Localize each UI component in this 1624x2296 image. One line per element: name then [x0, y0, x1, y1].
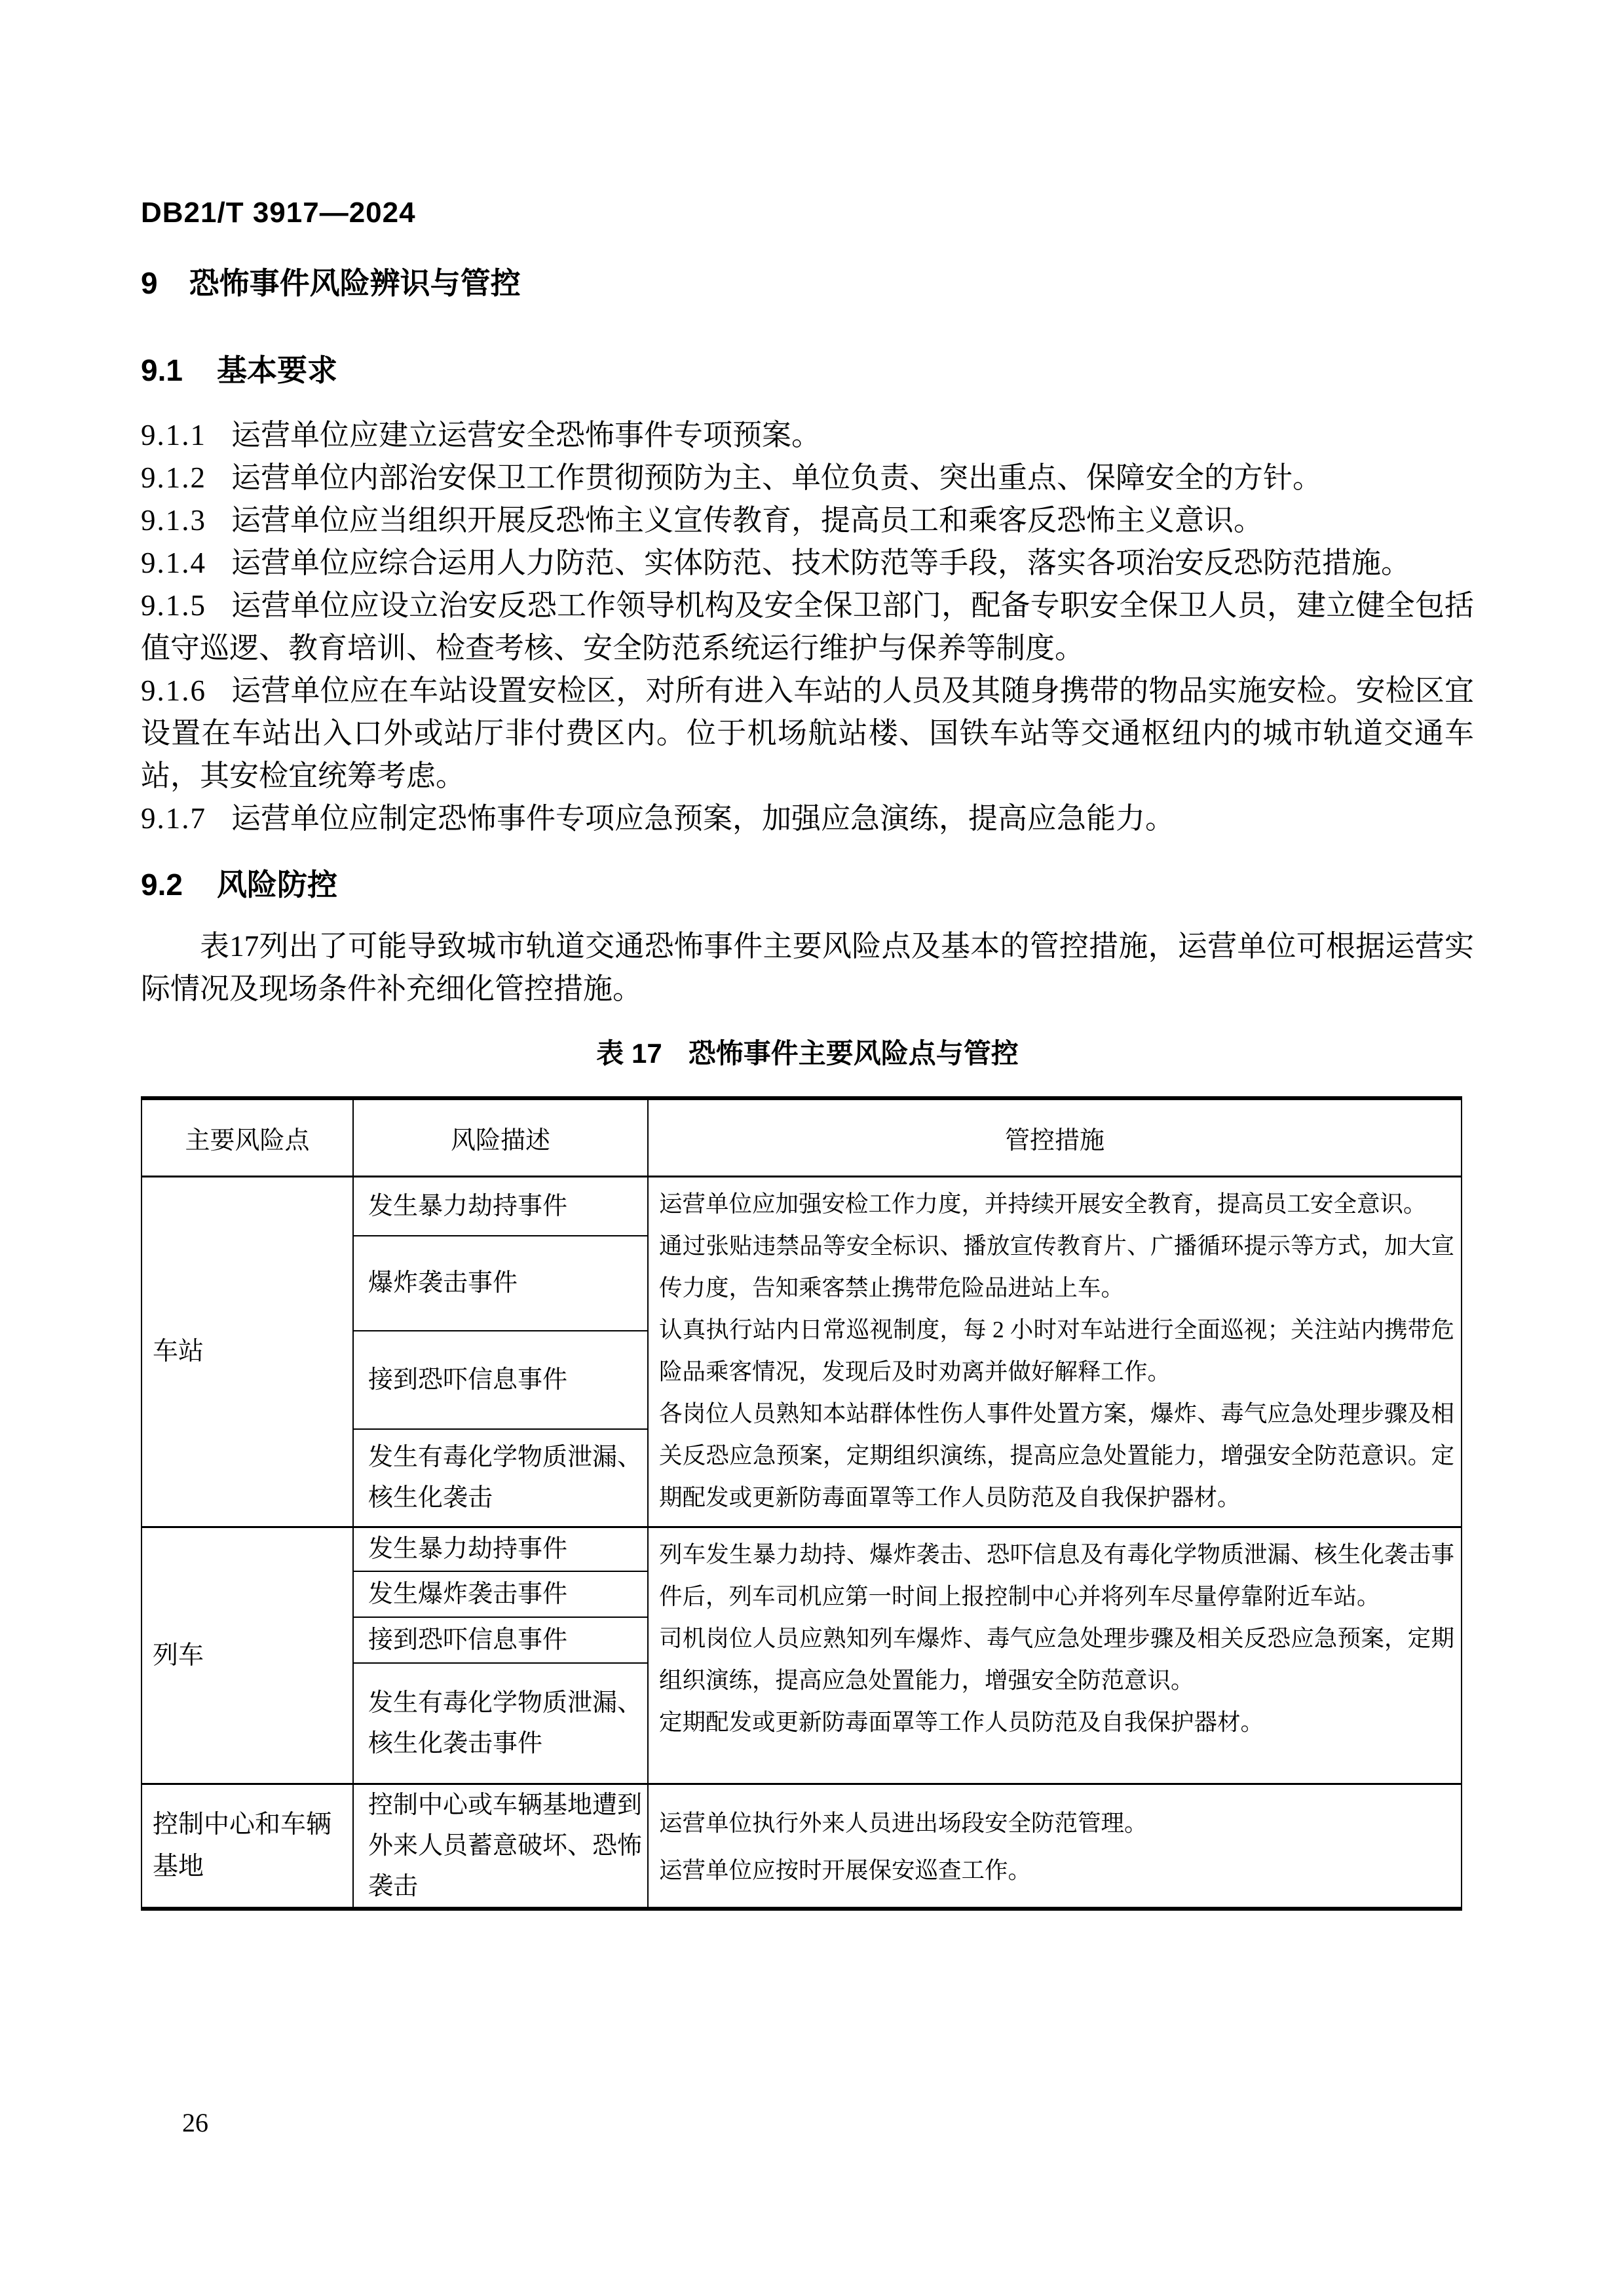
clause-text: 运营单位应设立治安反恐工作领导机构及安全保卫部门，配备专职安全保卫人员，建立健全包括值守巡逻、教育培训、检查考核、安全防范系统运行维护与保养等制度。 [141, 589, 1474, 664]
risk-desc-cell: 爆炸袭击事件 [353, 1236, 648, 1331]
clause-text: 运营单位应当组织开展反恐怖主义宣传教育，提高员工和乘客反恐怖主义意识。 [231, 504, 1264, 537]
subsection-heading-basic [141, 353, 1474, 387]
clause-9-1-2 [141, 457, 1474, 499]
risk-desc-cell: 控制中心或车辆基地遭到外来人员蓄意破坏、恐怖袭击 [353, 1784, 648, 1909]
risk-point-cell-station: 车站 [142, 1177, 353, 1527]
clause-text: 运营单位应综合运用人力防范、实体防范、技术防范等手段，落实各项治安反恐防范措施。 [231, 546, 1411, 579]
measure-paragraph: 运营单位应按时开展保安巡查工作。 [659, 1857, 1032, 1883]
risk-control-table [141, 1096, 1462, 1911]
risk-desc-cell: 接到恐吓信息事件 [353, 1617, 648, 1663]
clause-number: 9.1.7 [141, 802, 206, 835]
measure-paragraph: 司机岗位人员应熟知列车爆炸、毒气应急处理步骤及相关反恐应急预案，定期组织演练，提高应急处置能力，增强安全防范意识。 [659, 1625, 1454, 1693]
subsection-number: 9.2 [141, 868, 183, 902]
subsection-title: 基本要求 [216, 353, 337, 387]
risk-point-cell-control-center: 控制中心和车辆基地 [142, 1784, 353, 1909]
table-caption-title: 恐怖事件主要风险点与管控 [688, 1038, 1019, 1069]
clause-number: 9.1.2 [141, 461, 206, 494]
intro-paragraph: 表17列出了可能导致城市轨道交通恐怖事件主要风险点及基本的管控措施，运营单位可根据运营实际情况及现场条件补充细化管控措施。 [141, 930, 1474, 1005]
clause-number: 9.1.1 [141, 419, 206, 451]
page-number: 26 [182, 2108, 208, 2137]
clause-number: 9.1.6 [141, 674, 206, 707]
measure-paragraph: 通过张贴违禁品等安全标识、播放宣传教育片、广播循环提示等方式，加大宣传力度，告知乘客禁止携带危险品进站上车。 [659, 1233, 1454, 1301]
clause-text: 运营单位应在车站设置安检区，对所有进入车站的人员及其随身携带的物品实施安检。安检区宜设置在车站出入口外或站厅非付费区内。位于机场航站楼、国铁车站等交通枢纽内的城市轨道交通车站，其安检宜统筹考虑。 [141, 674, 1474, 792]
measures-cell-control-center [648, 1784, 1462, 1909]
measures-cell-train [648, 1527, 1462, 1784]
table-row [142, 1527, 1462, 1571]
table-caption-label: 表 17 [596, 1038, 662, 1069]
standard-code: DB21/T 3917—2024 [141, 197, 416, 229]
risk-point-cell-train: 列车 [142, 1527, 353, 1784]
clause-text: 运营单位内部治安保卫工作贯彻预防为主、单位负责、突出重点、保障安全的方针。 [231, 461, 1323, 494]
clause-9-1-4 [141, 542, 1474, 584]
risk-desc-cell: 发生暴力劫持事件 [353, 1177, 648, 1236]
subsection-number: 9.1 [141, 353, 183, 387]
table-caption [141, 1038, 1474, 1069]
table-header-row [142, 1098, 1462, 1177]
clause-text: 运营单位应建立运营安全恐怖事件专项预案。 [231, 419, 821, 451]
measures-cell-station [648, 1177, 1462, 1527]
section-number: 9 [141, 266, 158, 300]
measure-paragraph: 运营单位应加强安检工作力度，并持续开展安全教育，提高员工安全意识。 [659, 1191, 1427, 1217]
column-header-risk-description: 风险描述 [353, 1098, 648, 1177]
measure-paragraph: 各岗位人员熟知本站群体性伤人事件处置方案，爆炸、毒气应急处理步骤及相关反恐应急预案，定期组织演练，提高应急处置能力，增强安全防范意识。定期配发或更新防毒面罩等工作人员防范及自我保护器材。 [659, 1400, 1454, 1510]
measure-paragraph: 列车发生暴力劫持、爆炸袭击、恐吓信息及有毒化学物质泄漏、核生化袭击事件后，列车司机应第一时间上报控制中心并将列车尽量停靠附近车站。 [659, 1541, 1454, 1609]
clause-number: 9.1.4 [141, 546, 206, 579]
page-content [141, 199, 1474, 1911]
risk-desc-cell: 发生爆炸袭击事件 [353, 1571, 648, 1617]
subsection-heading-risk [141, 868, 1474, 902]
clause-9-1-6 [141, 670, 1474, 797]
risk-desc-cell: 发生有毒化学物质泄漏、核生化袭击 [353, 1429, 648, 1527]
subsection-title: 风险防控 [216, 868, 337, 902]
table-row [142, 1784, 1462, 1909]
section-heading [141, 267, 1474, 299]
risk-desc-cell: 接到恐吓信息事件 [353, 1331, 648, 1429]
section-title: 恐怖事件风险辨识与管控 [189, 266, 521, 300]
table-row [142, 1177, 1462, 1236]
clause-text: 运营单位应制定恐怖事件专项应急预案，加强应急演练，提高应急能力。 [231, 802, 1175, 835]
risk-desc-cell: 发生有毒化学物质泄漏、核生化袭击事件 [353, 1663, 648, 1784]
measure-paragraph: 运营单位执行外来人员进出场段安全防范管理。 [659, 1810, 1148, 1836]
clause-9-1-3 [141, 499, 1474, 542]
clause-9-1-5 [141, 584, 1474, 670]
clause-number: 9.1.5 [141, 589, 206, 622]
column-header-risk-point: 主要风险点 [142, 1098, 353, 1177]
measure-paragraph: 定期配发或更新防毒面罩等工作人员防范及自我保护器材。 [659, 1709, 1264, 1735]
clause-9-1-1 [141, 414, 1474, 457]
measure-paragraph: 认真执行站内日常巡视制度，每 2 小时对车站进行全面巡视；关注站内携带危险品乘客情况，发现后及时劝离并做好解释工作。 [659, 1316, 1454, 1385]
column-header-control-measures: 管控措施 [648, 1098, 1462, 1177]
clause-list [141, 414, 1474, 840]
risk-desc-cell: 发生暴力劫持事件 [353, 1527, 648, 1571]
clause-number: 9.1.3 [141, 504, 206, 537]
clause-9-1-7 [141, 797, 1474, 840]
